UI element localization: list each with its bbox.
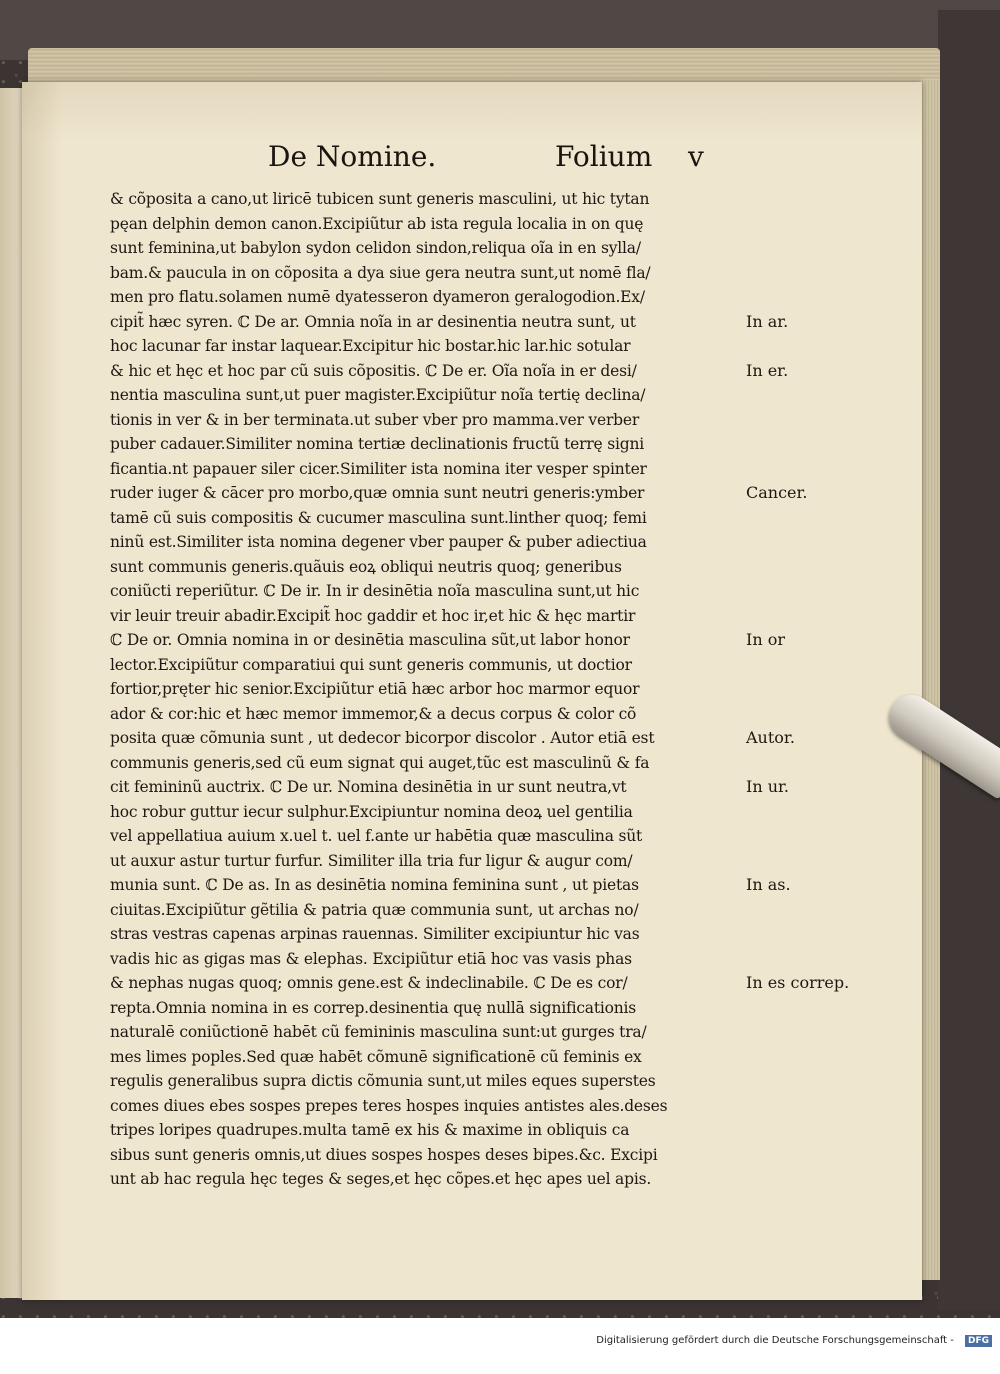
marginal-note: In es correp. bbox=[746, 973, 850, 992]
text-line: hoc robur guttur iecur sulphur.Excipiuntur nomina deoꝝ uel gentilia bbox=[110, 802, 633, 821]
text-line: ut auxur astur turtur furfur. Similiter illa tria fur ligur & augur com/ bbox=[110, 851, 633, 870]
folio-number: v bbox=[688, 140, 704, 173]
marginal-note: Cancer. bbox=[746, 483, 808, 502]
text-line: vel appellatiua auium x.uel t. uel f.ante ur habētia quæ masculina sũt bbox=[110, 827, 643, 845]
text-line: ninũ est.Similiter ista nomina degener vber pauper & puber adiectiua bbox=[110, 533, 647, 551]
running-header-center: Folium bbox=[555, 140, 653, 173]
text-line: cit femininũ auctrix. ℂ De ur. Nomina desinētia in ur sunt neutra,vt bbox=[110, 778, 627, 796]
text-line: communis generis,sed cũ eum signat qui auget,tũc est masculinũ & fa bbox=[110, 753, 650, 772]
footer-credit: Digitalisierung gefördert durch die Deutsche Forschungsgemeinschaft - bbox=[596, 1335, 954, 1346]
dfg-logo: DFG bbox=[965, 1335, 992, 1347]
text-line: vadis hic as gigas mas & elephas. Excipiũtur etiā hoc vas vasis phas bbox=[110, 949, 632, 968]
text-line: hoc lacunar far instar laquear.Excipitur hic bostar.hic lar.hic sotular bbox=[110, 337, 631, 355]
text-line: tamē cũ suis compositis & cucumer masculina sunt.linther quoq; femi bbox=[110, 508, 647, 527]
footer bbox=[0, 1330, 1000, 1352]
text-line: fortior,pręter hic senior.Excipiũtur etiā hæc arbor hoc marmor equor bbox=[110, 680, 640, 698]
text-line: coniũcti reperiũtur. ℂ De ir. In ir desinētia noĩa masculina sunt,ut hic bbox=[110, 582, 640, 600]
running-header-left: De Nomine. bbox=[268, 140, 437, 173]
text-line: repta.Omnia nomina in es correp.desinentia quę nullā significationis bbox=[110, 998, 637, 1017]
text-line: ciuitas.Excipiũtur gẽtilia & patria quæ communia sunt, ut archas no/ bbox=[110, 900, 639, 919]
text-line: stras vestras capenas arpinas rauennas. Similiter excipiuntur hic vas bbox=[110, 925, 640, 943]
text-line: sunt communis generis.quãuis eoꝝ obliqui neutris quoq; generibus bbox=[110, 557, 622, 576]
text-line: vir leuir treuir abadir.Excipit̃ hoc gaddir et hoc ir,et hic & hęc martir bbox=[110, 606, 636, 625]
text-line: ficantia.nt papauer siler cicer.Similiter ista nomina iter vesper spinter bbox=[110, 459, 647, 478]
text-line: pęan delphin demon canon.Excipiũtur ab ista regula localia in on quę bbox=[110, 214, 644, 233]
text-line: ruder iuger & cācer pro morbo,quæ omnia sunt neutri generis:ymber bbox=[110, 484, 645, 502]
text-line: sibus sunt generis omnis,ut diues sospes hospes deses bipes.&c. Excipi bbox=[110, 1145, 658, 1164]
text-line: lector.Excipiũtur comparatiui qui sunt generis communis, ut doctior bbox=[110, 655, 632, 674]
text-line: nentia masculina sunt,ut puer magister.Excipiũtur noĩa tertię declina/ bbox=[110, 386, 646, 404]
text-line: puber cadauer.Similiter nomina tertiæ declinationis fructũ terrę signi bbox=[110, 435, 645, 453]
text-line: & hic et hęc et hoc par cũ suis cõpositis. ℂ De er. Oĩa noĩa in er desi/ bbox=[110, 361, 637, 380]
text-line: unt ab hac regula hęc teges & seges,et hęc cõpes.et hęc apes uel apis. bbox=[110, 1170, 652, 1188]
text-line: cipit̃ hæc syren. ℂ De ar. Omnia noĩa in ar desinentia neutra sunt, ut bbox=[110, 312, 636, 331]
text-line: naturalē coniũctionē habēt cũ femininis masculina sunt:ut gurges tra/ bbox=[110, 1023, 647, 1041]
marginal-note: In or bbox=[746, 630, 785, 649]
text-line: mes limes poples.Sed quæ habēt cõmunē significationē cũ feminis ex bbox=[110, 1047, 642, 1066]
text-line: & cõposita a cano,ut liricē tubicen sunt generis masculini, ut hic tytan bbox=[110, 190, 650, 208]
text-line: tionis in ver & in ber terminata.ut suber vber pro mamma.ver verber bbox=[110, 410, 640, 429]
text-line: tripes loripes quadrupes.multa tamē ex his & maxime in obliquis ca bbox=[110, 1121, 630, 1139]
marginal-note: In ur. bbox=[746, 777, 789, 796]
text-line: ador & cor:hic et hæc memor immemor,& a decus corpus & color cõ bbox=[110, 704, 637, 723]
text-line: regulis generalibus supra dictis cõmunia sunt,ut miles eques superstes bbox=[110, 1072, 656, 1090]
text-line: posita quæ cõmunia sunt , ut dedecor bicorpor discolor . Autor etiā est bbox=[110, 729, 655, 747]
marginal-note: Autor. bbox=[746, 728, 795, 747]
text-line: comes diues ebes sospes prepes teres hospes inquies antistes ales.deses bbox=[110, 1096, 668, 1115]
text-line: bam.& paucula in on cõposita a dya siue gera neutra sunt,ut nomē fla/ bbox=[110, 263, 651, 282]
body-text bbox=[110, 187, 742, 1192]
book-cover-right bbox=[938, 10, 1000, 1310]
text-line: sunt feminina,ut babylon sydon celidon sindon,reliqua oĩa in en sylla/ bbox=[110, 239, 641, 257]
marginal-note: In ar. bbox=[746, 311, 789, 331]
bleed-through-marginalia bbox=[830, 190, 910, 1190]
text-line: men pro flatu.solamen numē dyatesseron dyameron geralogodion.Ex/ bbox=[110, 288, 645, 306]
text-line: & nephas nugas quoq; omnis gene.est & indeclinabile. ℂ De es cor/ bbox=[110, 974, 628, 992]
text-line: ℂ De or. Omnia nomina in or desinētia masculina sũt,ut labor honor bbox=[110, 631, 630, 649]
marginal-note: In er. bbox=[746, 360, 789, 380]
text-line: munia sunt. ℂ De as. In as desinētia nomina feminina sunt , ut pietas bbox=[110, 876, 639, 894]
marginal-note: In as. bbox=[746, 875, 791, 894]
